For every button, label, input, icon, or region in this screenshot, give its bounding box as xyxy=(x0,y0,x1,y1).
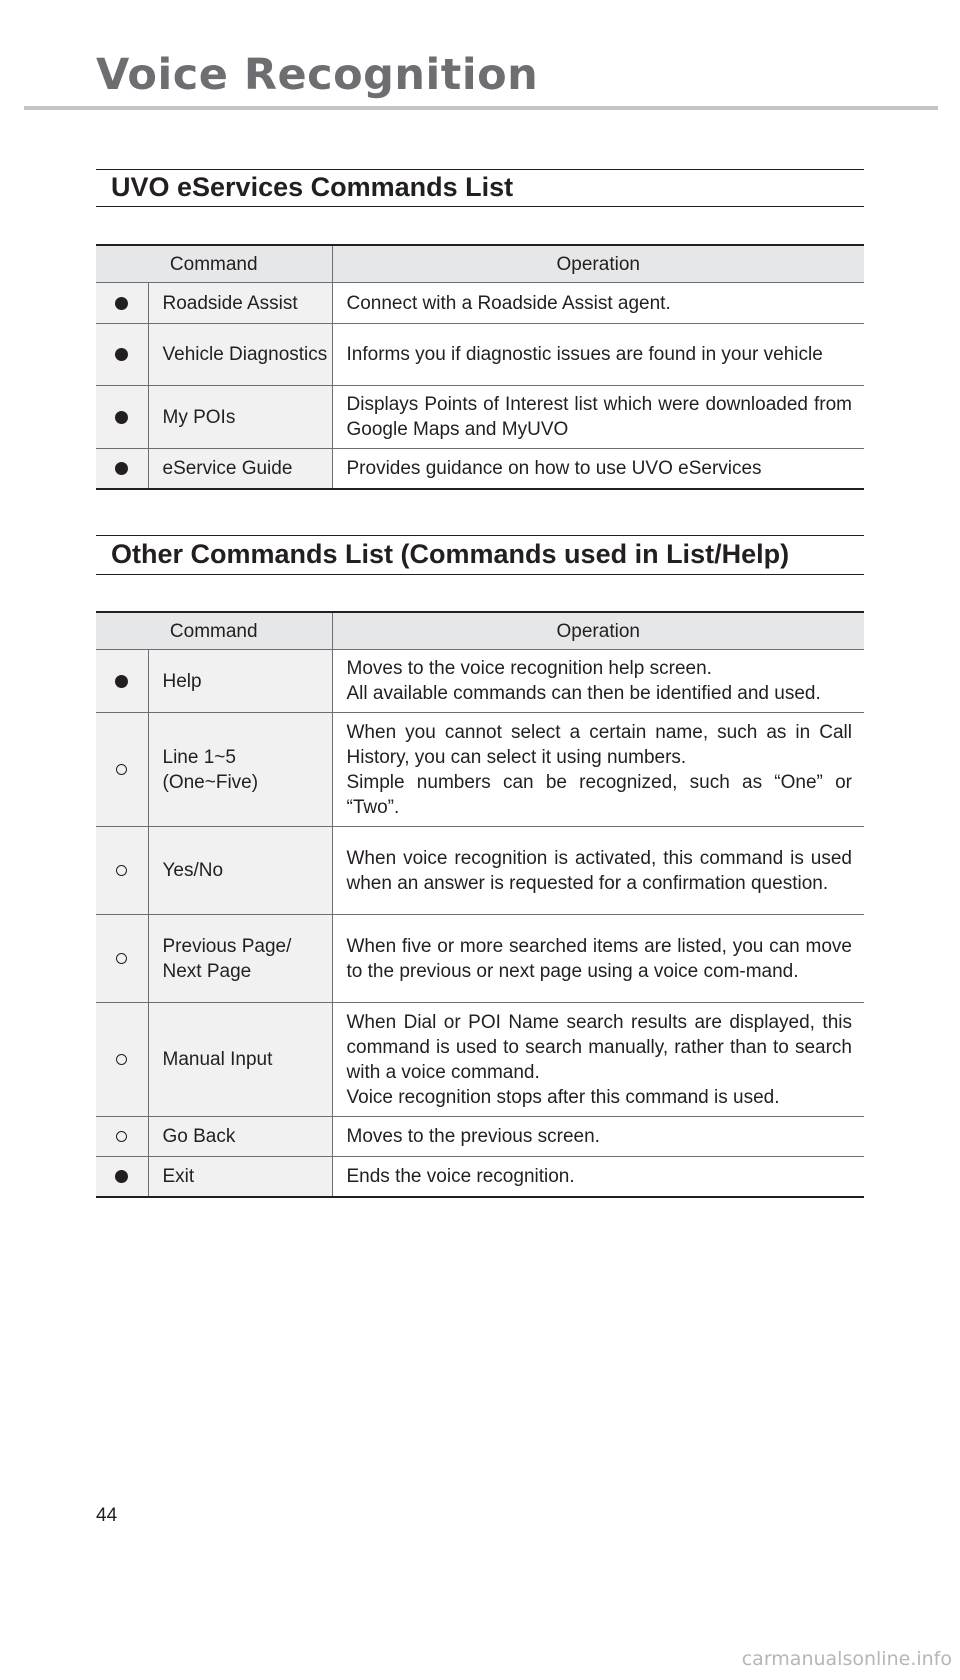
table-row xyxy=(96,713,864,827)
uvo-section-heading xyxy=(96,169,864,207)
command-name: Line 1~5 (One~Five) xyxy=(148,713,332,827)
operation-column-header: Operation xyxy=(332,612,864,650)
filled-circle-icon xyxy=(115,675,128,688)
table-row xyxy=(96,1117,864,1157)
command-name: Manual Input xyxy=(148,1003,332,1117)
command-column-header: Command xyxy=(96,245,332,283)
operation-column-header: Operation xyxy=(332,245,864,283)
table-row xyxy=(96,324,864,386)
command-marker-cell xyxy=(96,449,148,489)
table-header-row xyxy=(96,245,864,283)
filled-circle-icon xyxy=(115,462,128,475)
command-marker-cell xyxy=(96,324,148,386)
command-operation: Connect with a Roadside Assist agent. xyxy=(332,283,864,324)
command-operation: Informs you if diagnostic issues are found in your vehicle xyxy=(332,324,864,386)
command-operation: When voice recognition is activated, this command is used when an answer is requested for a confirmation question. xyxy=(332,827,864,915)
filled-circle-icon xyxy=(115,1170,128,1183)
hollow-circle-icon xyxy=(116,865,127,876)
other-section-heading xyxy=(96,535,864,575)
command-column-header: Command xyxy=(96,612,332,650)
command-marker-cell xyxy=(96,650,148,713)
hollow-circle-icon xyxy=(116,764,127,775)
page-title: Voice Recognition xyxy=(96,50,539,100)
command-name: Exit xyxy=(148,1157,332,1197)
table-row xyxy=(96,827,864,915)
page-number: 44 xyxy=(96,1505,118,1526)
table-row xyxy=(96,915,864,1003)
table-row xyxy=(96,1157,864,1197)
command-operation: When five or more searched items are listed, you can move to the previous or next page using a voice com-mand. xyxy=(332,915,864,1003)
other-section-title: Other Commands List (Commands used in List/Help) xyxy=(111,538,790,569)
command-operation: When you cannot select a certain name, such as in Call History, you can select it using numbers. Simple numbers can be recognized, such as “One” or “Two”. xyxy=(332,713,864,827)
command-name: Yes/No xyxy=(148,827,332,915)
command-marker-cell xyxy=(96,283,148,324)
command-marker-cell xyxy=(96,713,148,827)
hollow-circle-icon xyxy=(116,1131,127,1142)
uvo-section-title: UVO eServices Commands List xyxy=(111,171,514,202)
command-name: Help xyxy=(148,650,332,713)
command-name: eService Guide xyxy=(148,449,332,489)
filled-circle-icon xyxy=(115,411,128,424)
hollow-circle-icon xyxy=(116,1054,127,1065)
command-operation: When Dial or POI Name search results are displayed, this command is used to search manually, rather than to search with a voice command. Voice recognition stops after this command is used. xyxy=(332,1003,864,1117)
table-row xyxy=(96,386,864,449)
command-marker-cell xyxy=(96,1157,148,1197)
filled-circle-icon xyxy=(115,297,128,310)
other-commands-table xyxy=(96,611,864,1198)
command-operation: Moves to the previous screen. xyxy=(332,1117,864,1157)
table-row xyxy=(96,1003,864,1117)
table-row xyxy=(96,449,864,489)
table-row xyxy=(96,650,864,713)
command-operation: Provides guidance on how to use UVO eServices xyxy=(332,449,864,489)
title-divider xyxy=(24,106,938,110)
table-header-row xyxy=(96,612,864,650)
command-operation: Moves to the voice recognition help screen. All available commands can then be identified and used. xyxy=(332,650,864,713)
command-marker-cell xyxy=(96,915,148,1003)
command-name: Roadside Assist xyxy=(148,283,332,324)
command-marker-cell xyxy=(96,1117,148,1157)
command-operation: Ends the voice recognition. xyxy=(332,1157,864,1197)
command-operation: Displays Points of Interest list which were downloaded from Google Maps and MyUVO xyxy=(332,386,864,449)
command-name: My POIs xyxy=(148,386,332,449)
uvo-commands-table xyxy=(96,244,864,490)
filled-circle-icon xyxy=(115,348,128,361)
command-name: Go Back xyxy=(148,1117,332,1157)
command-name: Vehicle Diagnostics xyxy=(148,324,332,386)
hollow-circle-icon xyxy=(116,953,127,964)
command-name: Previous Page/ Next Page xyxy=(148,915,332,1003)
command-marker-cell xyxy=(96,827,148,915)
other-commands-body xyxy=(96,650,864,1197)
uvo-commands-body xyxy=(96,283,864,489)
table-row xyxy=(96,283,864,324)
command-marker-cell xyxy=(96,1003,148,1117)
watermark: carmanualsonline.info xyxy=(741,1648,952,1670)
command-marker-cell xyxy=(96,386,148,449)
